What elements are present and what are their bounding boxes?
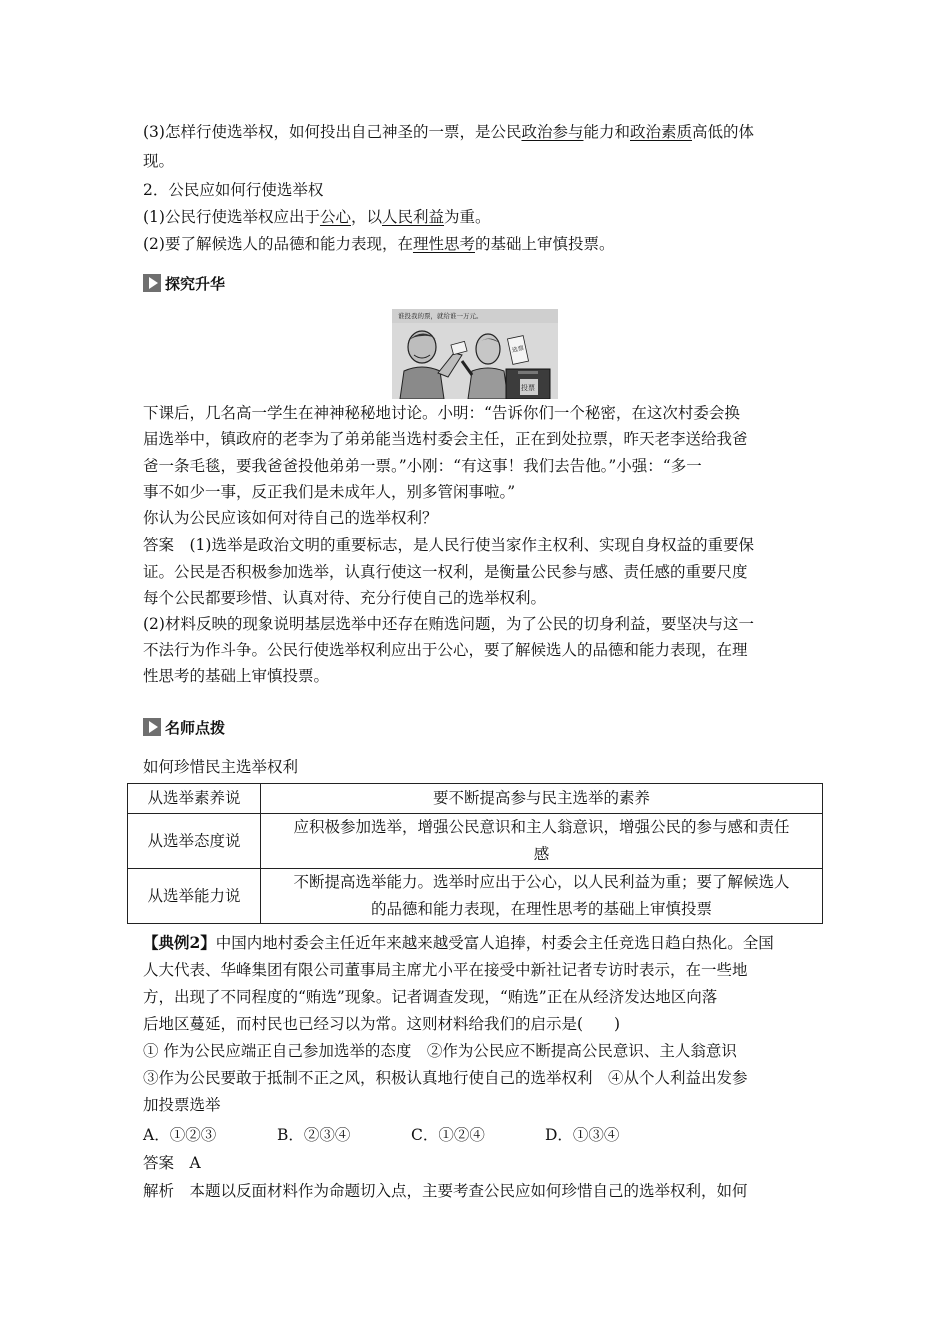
example-line: 【典例2】中国内地村委会主任近年来越来越受富人追捧，村委会主任竞选日趋白热化。全国 (143, 933, 774, 952)
table-key-cell: 从选举素养说 (128, 784, 261, 814)
answer-line: 答案 (1)选举是政治文明的重要标志，是人民行使当家作主权利、实现自身权益的重要保 (143, 536, 754, 554)
example-answer: 答案 A (143, 1154, 201, 1172)
material-line: 爸一条毛毯，要我爸爸投他弟弟一票。”小刚：“有这事！我们去告他。”小强：“多一 (143, 457, 702, 475)
underlined-term: 人民利益 (382, 208, 445, 226)
point-1: (1)公民行使选举权应出于公心，以人民利益为重。 (143, 208, 491, 226)
table-value-cell: 不断提高选举能力。选举时应出于公心，以人民利益为重；要了解候选人 的品德和能力表现，在理性思考的基础上审慎投票 (261, 869, 823, 924)
answer-line: 证。公民是否积极参加选举，认真行使这一权利，是衡量公民参与感、责任感的重要尺度 (143, 563, 748, 581)
underlined-term: 公心 (319, 208, 351, 226)
example-statement: 加投票选举 (143, 1096, 221, 1114)
material-line: 事不如少一事，反正我们是未成年人，别多管闲事啦。” (143, 483, 516, 501)
table-row (128, 784, 823, 814)
table-row (128, 814, 823, 869)
option-b: B．②③④ (277, 1126, 351, 1144)
underlined-term: 政治参与 (521, 123, 584, 141)
example-line: 后地区蔓延，而村民也已经习以为常。这则材料给我们的启示是( ) (143, 1015, 621, 1033)
subheading-2: 2．公民应如何行使选举权 (143, 181, 324, 199)
table-key-cell: 从选举态度说 (128, 814, 261, 869)
option-d: D．①③④ (545, 1126, 620, 1144)
cartoon-caption: 谁投我的票，就给谁一万元。 (398, 312, 483, 320)
table-value-cell: 应积极参加选举，增强公民意识和主人翁意识，增强公民的参与感和责任 感 (261, 814, 823, 869)
play-triangle-icon (143, 718, 161, 736)
section-tips-heading: 名师点拨 (143, 715, 225, 739)
answer-line: 每个公民都要珍惜、认真对待、充分行使自己的选举权利。 (143, 589, 547, 607)
option-c: C．①②④ (411, 1126, 485, 1144)
example-statement: ① 作为公民应端正自己参加选举的态度 ②作为公民应不断提高公民意识、主人翁意识 (143, 1042, 737, 1060)
tips-lead: 如何珍惜民主选举权利 (143, 758, 299, 776)
example-analysis: 解析 本题以反面材料作为命题切入点，主要考查公民应如何珍惜自己的选举权利，如何 (143, 1182, 748, 1200)
example-statement: ③作为公民要敢于抵制不正之风，积极认真地行使自己的选举权利 ④从个人利益出发参 (143, 1069, 748, 1087)
cartoon-box-label: 投票 (521, 384, 535, 392)
section-explore-heading: 探究升华 (143, 271, 225, 295)
table-key-cell: 从选举能力说 (128, 869, 261, 924)
intro-paragraph-3-cont: 现。 (143, 152, 175, 170)
answer-line: (2)材料反映的现象说明基层选举中还存在贿选问题，为了公民的切身利益，要坚决与这一 (143, 615, 754, 633)
question-line: 你认为公民应该如何对待自己的选举权利？ (143, 509, 438, 527)
option-a: A．①②③ (143, 1126, 217, 1144)
table-value-cell: 要不断提高参与民主选举的素养 (261, 784, 823, 814)
underlined-term: 理性思考 (412, 235, 475, 253)
underlined-term: 政治素质 (630, 123, 693, 141)
cartoon-ballot-label: 选票 (511, 344, 525, 355)
example-tag: 【典例2】 (143, 933, 216, 952)
intro-paragraph-3: (3)怎样行使选举权，如何投出自己神圣的一票，是公民政治参与能力和政治素质高低的体 (143, 123, 755, 141)
point-2: (2)要了解候选人的品德和能力表现，在理性思考的基础上审慎投票。 (143, 235, 615, 253)
table-row (128, 869, 823, 924)
bribery-cartoon-illustration (392, 309, 558, 399)
answer-line: 性思考的基础上审慎投票。 (143, 667, 330, 685)
material-line: 届选举中，镇政府的老李为了弟弟能当选村委会主任，正在到处拉票，昨天老李送给我爸 (143, 430, 748, 448)
tips-table (127, 783, 823, 924)
example-line: 人大代表、华峰集团有限公司董事局主席尤小平在接受中新社记者专访时表示，在一些地 (143, 961, 748, 979)
example-line: 方，出现了不同程度的“贿选”现象。记者调查发现，“贿选”正在从经济发达地区向落 (143, 988, 718, 1006)
material-line: 下课后，几名高一学生在神神秘秘地讨论。小明：“告诉你们一个秘密，在这次村委会换 (143, 404, 740, 422)
play-triangle-icon (143, 274, 161, 292)
answer-line: 不法行为作斗争。公民行使选举权利应出于公心，要了解候选人的品德和能力表现，在理 (143, 641, 748, 659)
